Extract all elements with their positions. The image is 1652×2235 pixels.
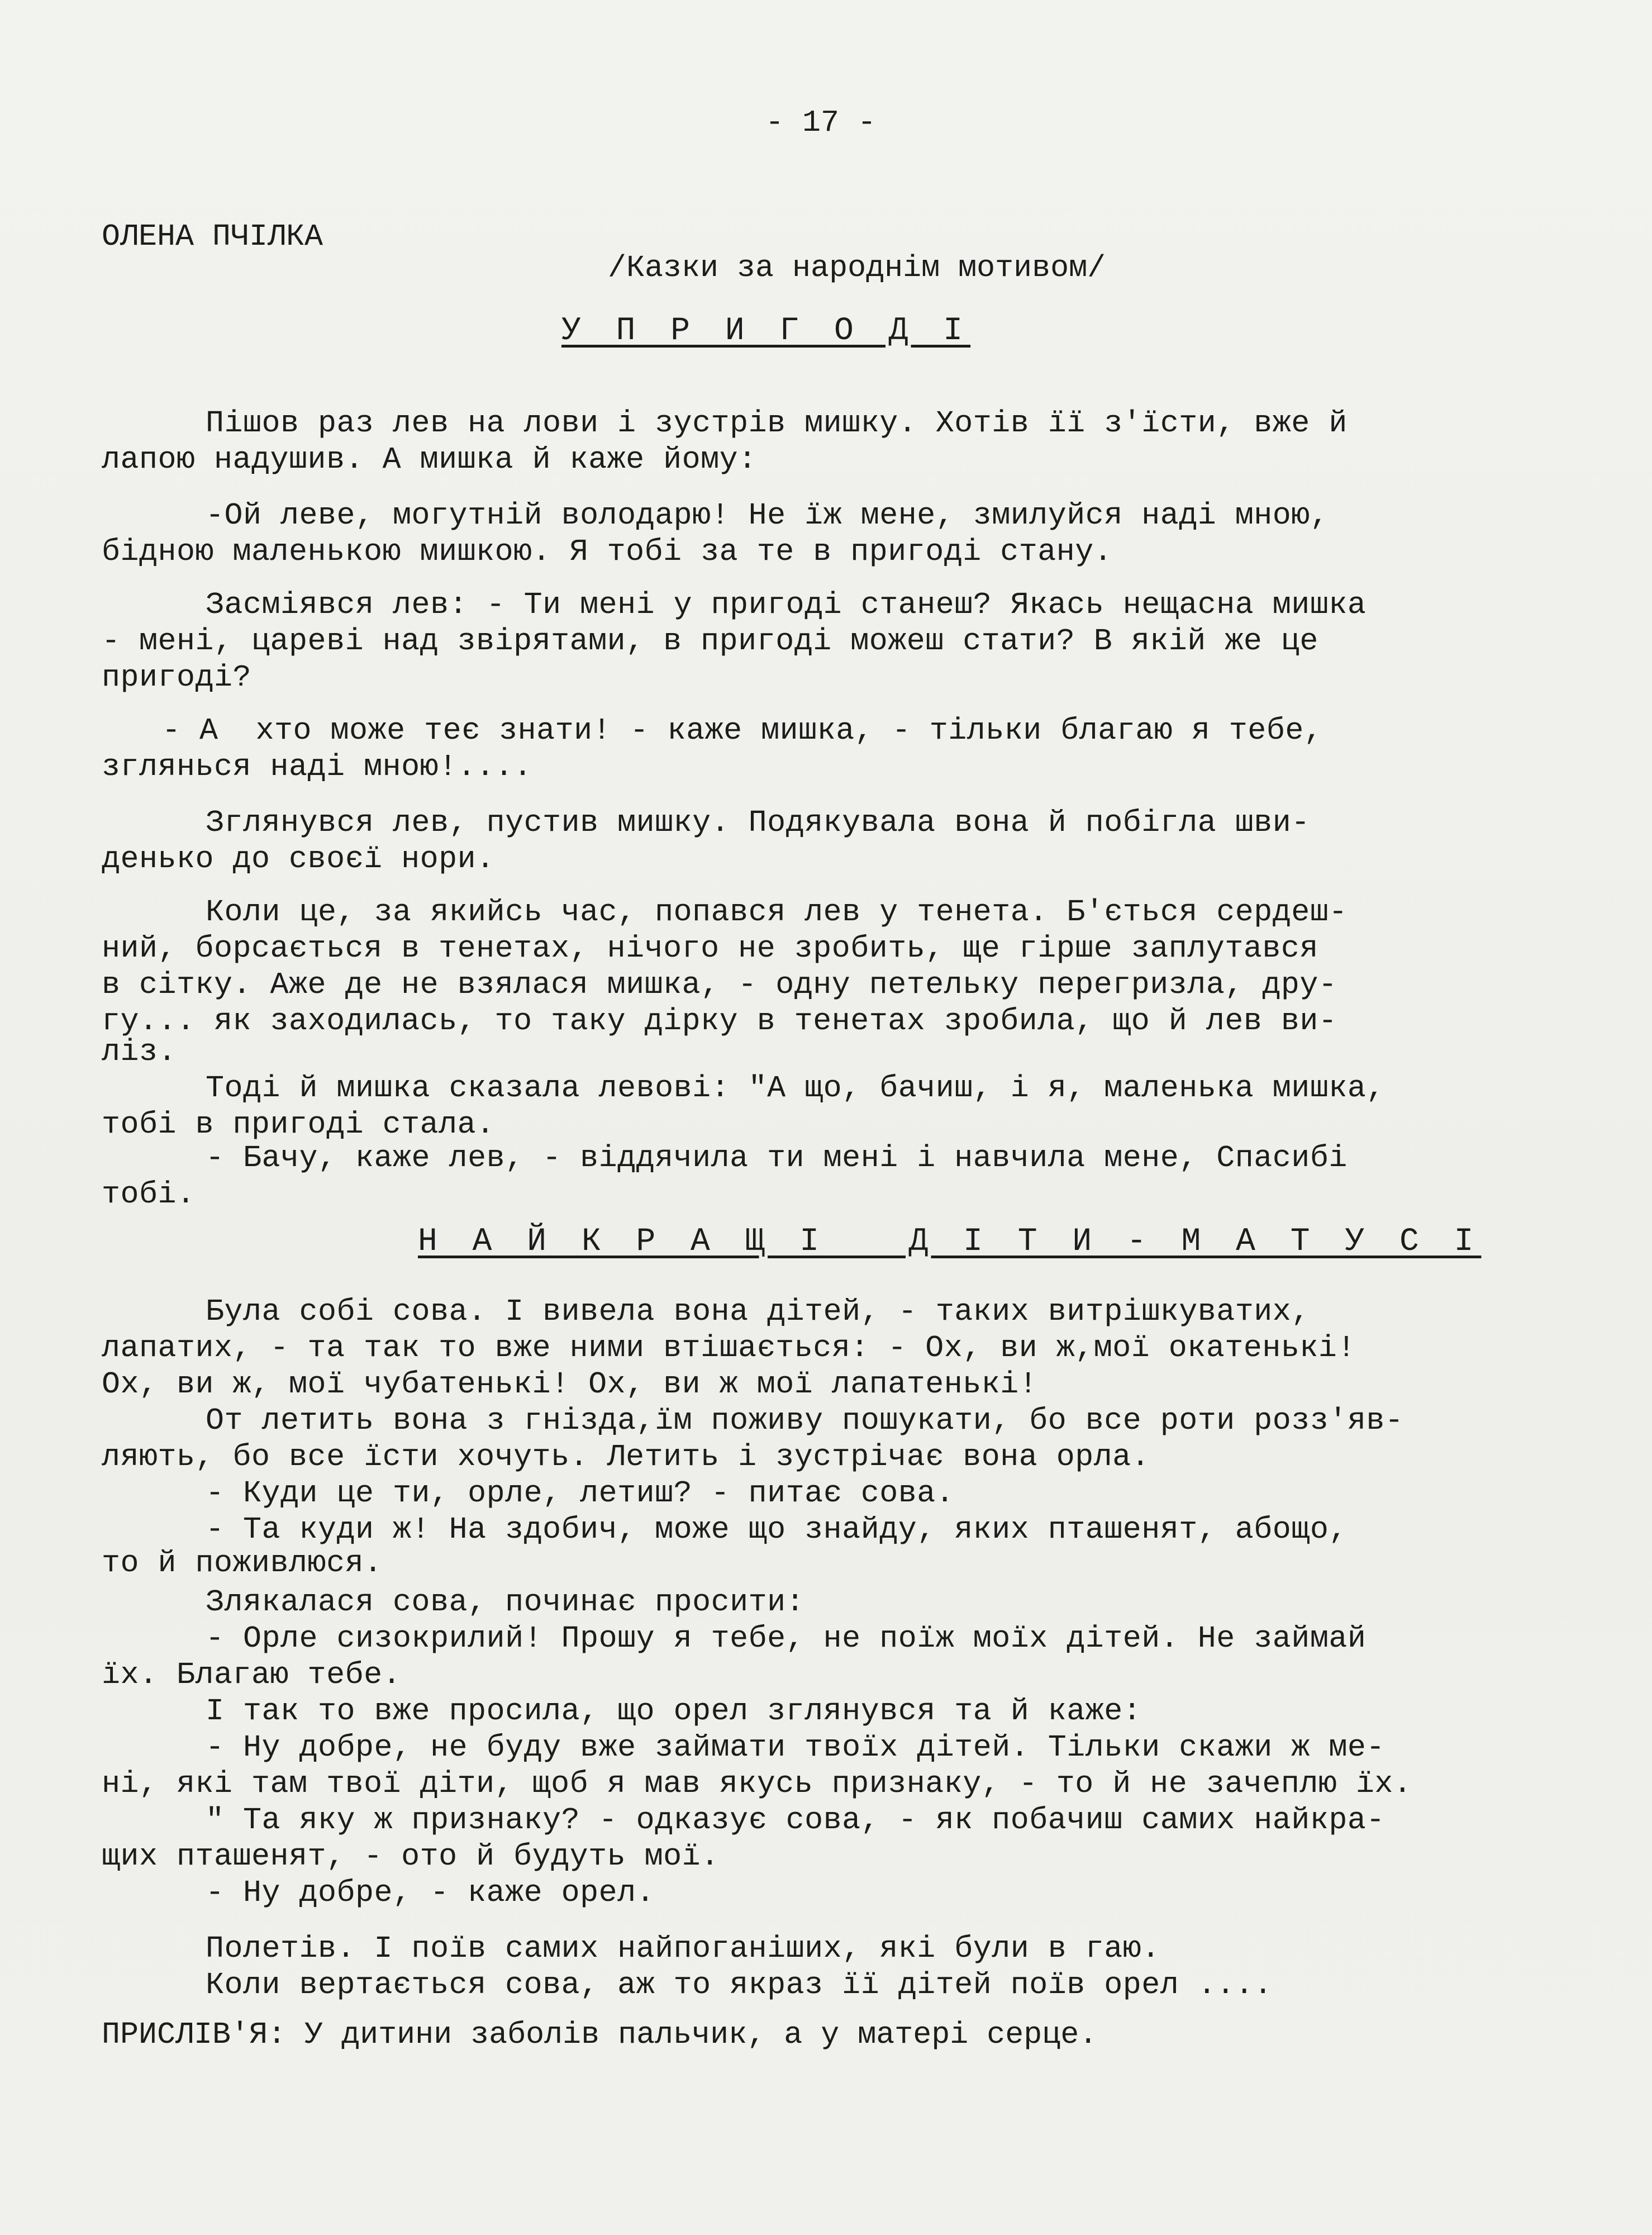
story-line: тобі. [102, 1177, 196, 1212]
story-line: Тоді й мишка сказала левові: "А що, бачиш, і я, маленька мишка, [206, 1071, 1385, 1106]
story-line: Злякалася сова, починає просити: [206, 1585, 805, 1620]
story-line: гу... як заходилась, то таку дірку в тенетах зробила, що й лев ви- [102, 1004, 1337, 1039]
story-line: тобі в пригоді стала. [102, 1107, 495, 1142]
story-line: Коли це, за якийсь час, попався лев у тенета. Б'ється сердеш- [206, 895, 1348, 930]
story2-title: Н А Й К Р А Щ І Д І Т И - М А Т У С І [418, 1224, 1482, 1260]
story-line: -Ой леве, могутній володарю! Не їж мене, змилуйся наді мною, [206, 498, 1329, 533]
story-line: щих пташенят, - ото й будуть мої. [102, 1839, 720, 1874]
story-line: ні, які там твої діти, щоб я мав якусь признаку, - то й не зачеплю їх. [102, 1766, 1412, 1801]
story-line: бідною маленькою мишкою. Я тобі за те в пригоді стану. [102, 534, 1113, 569]
page-number: - 17 - [765, 105, 877, 140]
story-line: лапою надушив. А мишка й каже йому: [102, 442, 757, 477]
proverb: ПРИСЛІВ'Я: У дитини заболів пальчик, а у матері серце. [102, 2017, 1098, 2052]
story-line: Зглянувся лев, пустив мишку. Подякувала вона й побігла шви- [206, 805, 1310, 840]
author-name: ОЛЕНА ПЧІЛКА [102, 219, 323, 254]
story-line: Була собі сова. І вивела вона дітей, - таких витрішкуватих, [206, 1294, 1310, 1329]
story-line: їх. Благаю тебе. [102, 1657, 402, 1692]
story-line: Коли вертається сова, аж то якраз її дітей поїв орел .... [206, 1967, 1273, 2003]
story-line: - мені, цареві над звірятами, в пригоді можеш стати? В якій же це [102, 624, 1318, 659]
story-line: ний, борсається в тенетах, нічого не зробить, ще гірше заплутався [102, 931, 1318, 966]
story-line: - Орле сизокрилий! Прошу я тебе, не поїж моїх дітей. Не займай [206, 1621, 1367, 1656]
collection-subtitle: /Казки за народнім мотивом/ [608, 250, 1106, 286]
story-line: - Куди це ти, орле, летиш? - питає сова. [206, 1476, 955, 1511]
story-line: І так то вже просила, що орел зглянувся та й каже: [206, 1694, 1142, 1729]
story-line: - Ну добре, не буду вже займати твоїх дітей. Тільки скажи ж ме- [206, 1730, 1385, 1765]
story-line: ліз. [102, 1034, 177, 1069]
story-line: Засміявся лев: - Ти мені у пригоді станеш? Якась нещасна мишка [206, 587, 1367, 622]
story-line: - А хто може теє знати! - каже мишка, - тільки благаю я тебе, [162, 713, 1323, 748]
story-line: " Та яку ж признаку? - одказує сова, - як побачиш самих найкра- [206, 1803, 1385, 1838]
story-line: зглянься наді мною!.... [102, 749, 532, 784]
story-line: От летить вона з гнізда,їм поживу пошукати, бо все роти розз'яв- [206, 1403, 1404, 1438]
story-line: денько до своєї нори. [102, 841, 495, 877]
story-line: пригоді? [102, 660, 252, 695]
story-line: - Ну добре, - каже орел. [206, 1875, 655, 1910]
story-line: Пішов раз лев на лови і зустрів мишку. Хотів її з'їсти, вже й [206, 406, 1348, 441]
story-line: ляють, бо все їсти хочуть. Летить і зустрічає вона орла. [102, 1439, 1150, 1475]
story-line: Полетів. І поїв самих найпоганіших, які були в гаю. [206, 1931, 1160, 1966]
story-line: то й поживлюся. [102, 1546, 383, 1581]
story1-title: У П Р И Г О Д І [561, 313, 971, 349]
story-line: - Та куди ж! На здобич, може що знайду, яких пташенят, абощо, [206, 1512, 1348, 1547]
story-line: в сітку. Аже де не взялася мишка, - одну петельку перегризла, дру- [102, 967, 1337, 1002]
story-line: лапатих, - та так то вже ними втішається: - Ох, ви ж,мої окатенькі! [102, 1330, 1356, 1366]
story-line: - Бачу, каже лев, - віддячила ти мені і навчила мене, Спасибі [206, 1140, 1348, 1176]
story-line: Ох, ви ж, мої чубатенькі! Ох, ви ж мої лапатенькі! [102, 1367, 1038, 1402]
